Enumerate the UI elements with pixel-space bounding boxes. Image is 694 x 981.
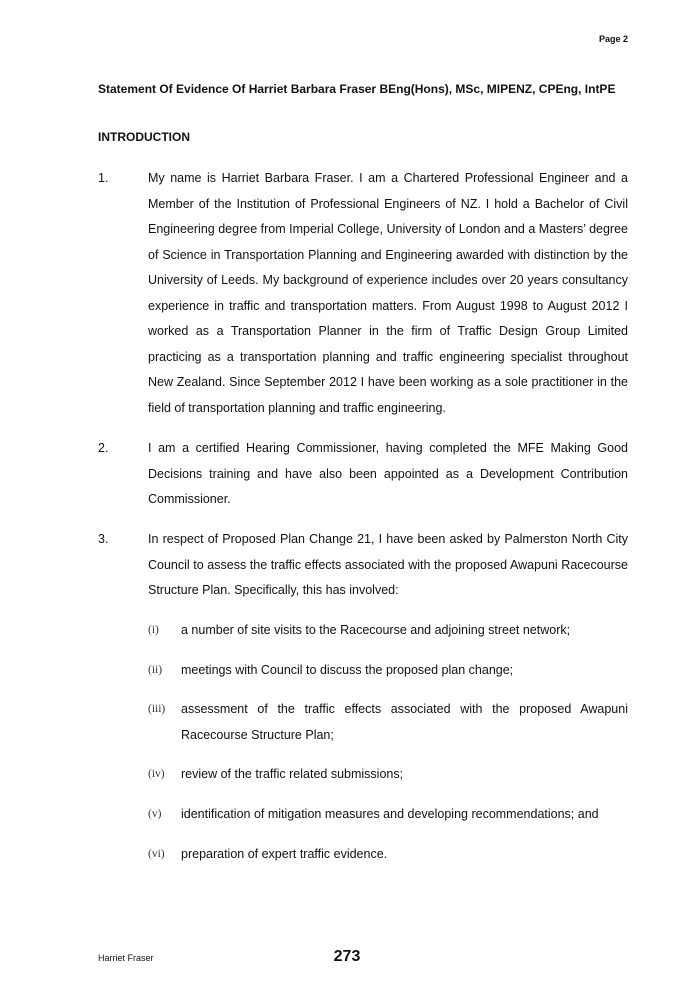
footer-author: Harriet Fraser: [98, 953, 154, 963]
sub-item-v: [148, 802, 628, 828]
footer-page-number: 273: [333, 948, 361, 965]
sub-item-text: assessment of the traffic effects associated with the proposed Awapuni Racecourse Structure Plan;: [181, 702, 628, 742]
sub-item-ii: [148, 658, 628, 684]
sub-item-text: preparation of expert traffic evidence.: [181, 847, 388, 861]
sub-item-text: identification of mitigation measures and developing recommendations; and: [181, 807, 599, 821]
paragraph-number: 2.: [98, 441, 109, 455]
sub-item-text: review of the traffic related submissions;: [181, 767, 404, 781]
document-title: Statement Of Evidence Of Harriet Barbara Fraser BEng(Hons), MSc, MIPENZ, CPEng, IntPE: [98, 82, 616, 96]
sub-item-text: meetings with Council to discuss the proposed plan change;: [181, 663, 514, 677]
paragraph-2: [98, 436, 628, 513]
paragraph-text: In respect of Proposed Plan Change 21, I have been asked by Palmerston North City Council to assess the traffic effects associated with the proposed Awapuni Racecourse Structure Plan. Specifically, this has involved:: [148, 532, 628, 597]
sub-item-number: (iii): [148, 703, 166, 715]
paragraph-1: [98, 166, 628, 421]
section-heading: INTRODUCTION: [98, 130, 190, 144]
paragraph-text: I am a certified Hearing Commissioner, having completed the MFE Making Good Decisions training and have also been appointed as a Development Contribution Commissioner.: [148, 441, 628, 506]
sub-item-i: [148, 618, 628, 644]
sub-item-number: (i): [148, 624, 159, 636]
sub-item-iv: [148, 762, 628, 788]
sub-item-number: (iv): [148, 768, 165, 780]
paragraph-number: 3.: [98, 532, 109, 546]
paragraph-3: [98, 527, 628, 604]
paragraph-number: 1.: [98, 171, 109, 185]
page-label: Page 2: [598, 34, 628, 44]
sub-item-iii: [148, 697, 628, 748]
sub-item-vi: [148, 842, 628, 868]
sub-item-text: a number of site visits to the Racecourse and adjoining street network;: [181, 623, 571, 637]
paragraph-text: My name is Harriet Barbara Fraser. I am a Chartered Professional Engineer and a Member of the Institution of Professional Engineers of NZ. I hold a Bachelor of Civil Engineering degree from Imperial College, University of London and a Masters’ degree of Science in Transportation Planning and Engineering awarded with distinction by the University of Leeds. My background of experience includes over 20 years consultancy experience in traffic and transportation matters. From August 1998 to August 2012 I worked as a Transportation Planner in the firm of Traffic Design Group Limited practicing as a transportation planning and traffic engineering specialist throughout New Zealand. Since September 2012 I have been working as a sole practitioner in the field of transportation planning and traffic engineering.: [148, 171, 628, 415]
sub-item-number: (v): [148, 808, 162, 820]
sub-item-number: (vi): [148, 848, 165, 860]
sub-item-number: (ii): [148, 664, 163, 676]
